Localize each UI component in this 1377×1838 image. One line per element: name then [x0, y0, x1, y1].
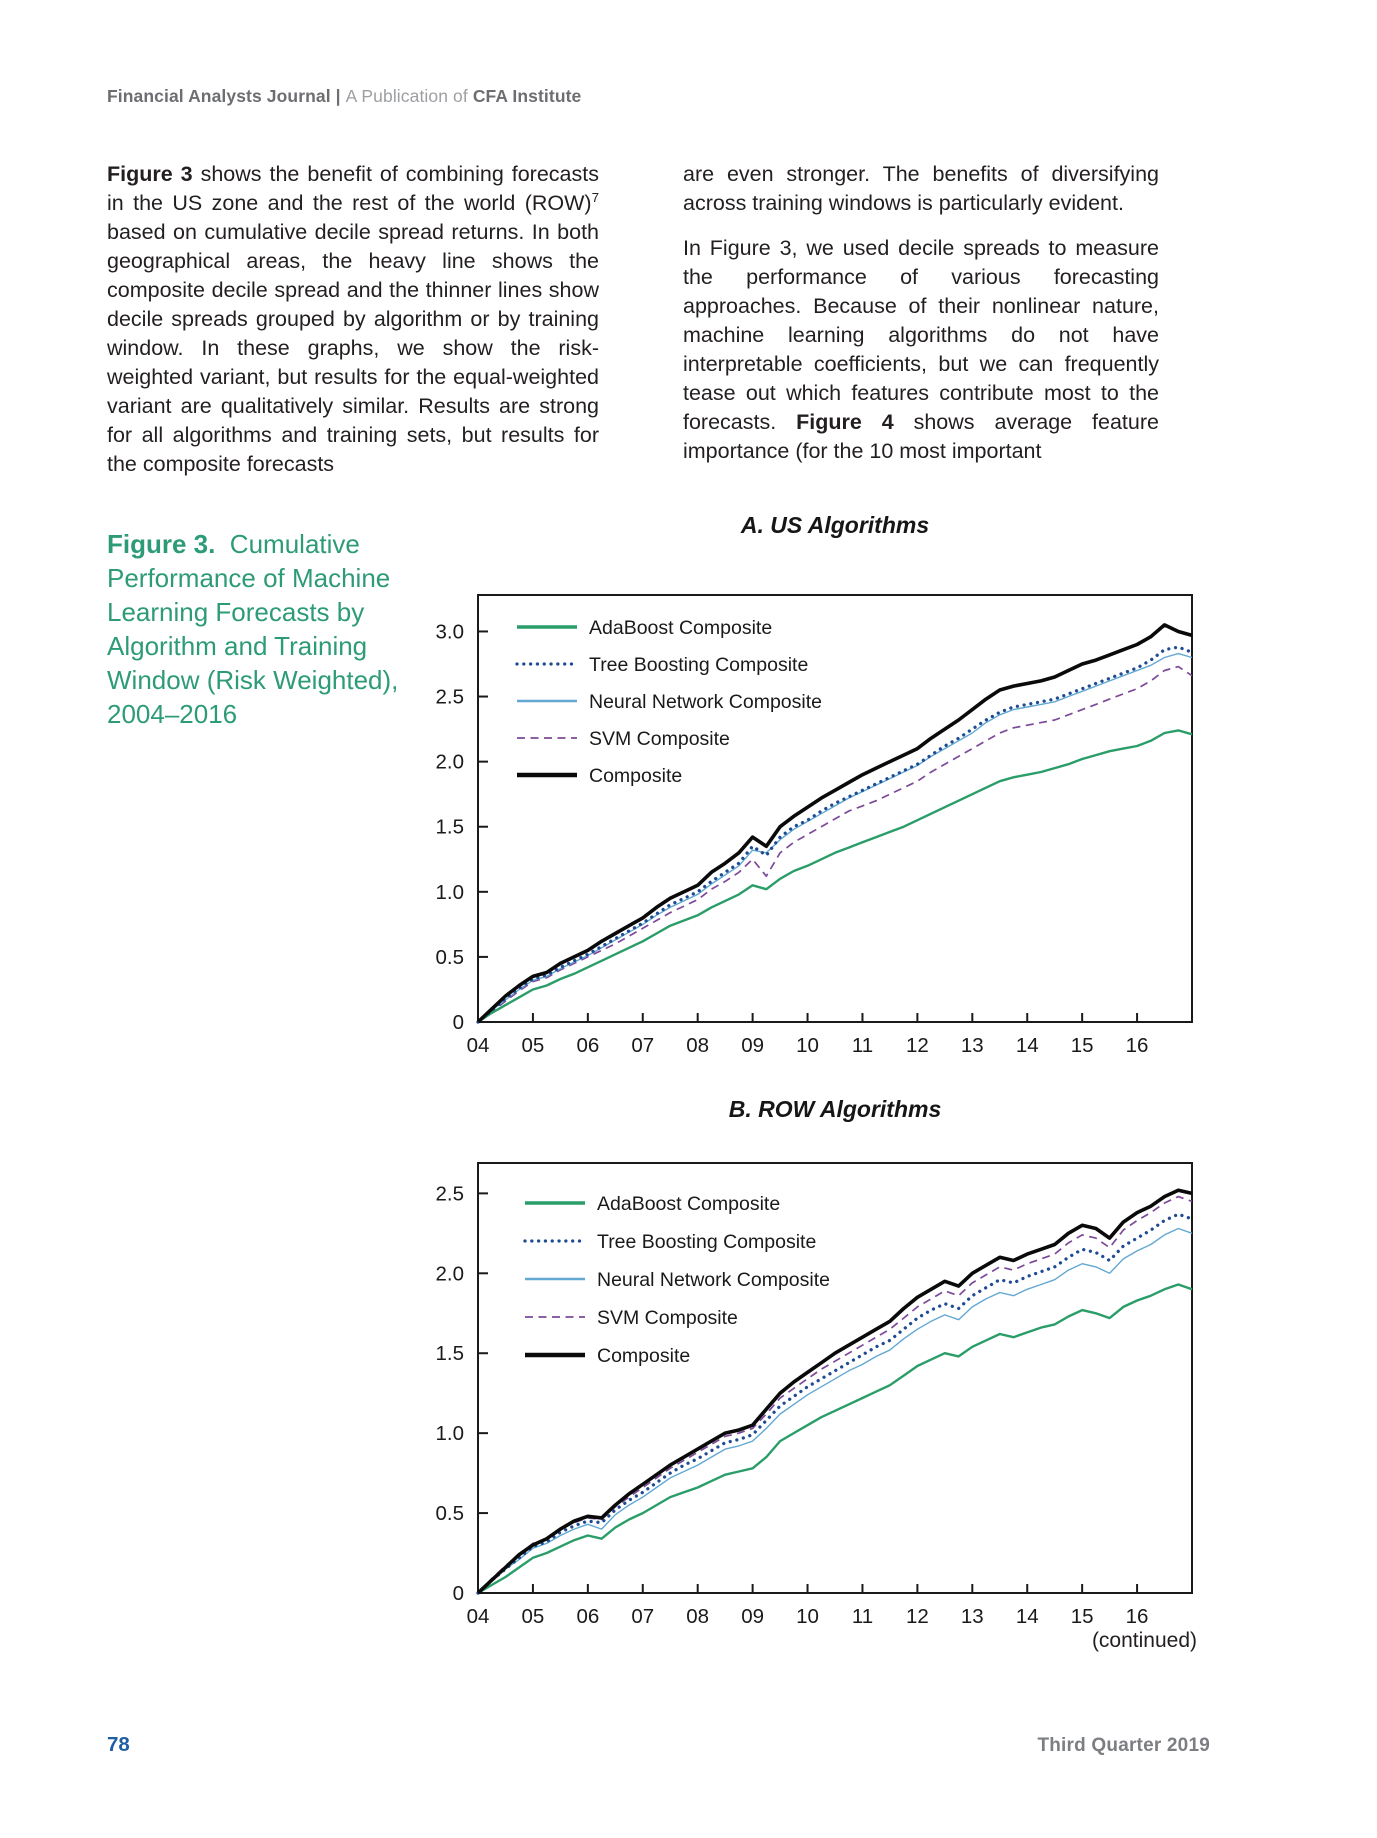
svg-text:AdaBoost Composite: AdaBoost Composite	[589, 617, 773, 639]
svg-text:12: 12	[905, 1034, 929, 1057]
svg-text:2.5: 2.5	[435, 685, 464, 709]
svg-text:09: 09	[741, 1605, 765, 1628]
svg-text:0: 0	[452, 1011, 464, 1034]
svg-text:Composite: Composite	[597, 1345, 691, 1367]
svg-text:09: 09	[741, 1034, 765, 1057]
svg-text:06: 06	[576, 1034, 600, 1057]
svg-text:06: 06	[576, 1605, 600, 1628]
svg-text:AdaBoost Composite: AdaBoost Composite	[597, 1193, 781, 1215]
svg-text:04: 04	[466, 1034, 490, 1057]
svg-text:07: 07	[631, 1034, 655, 1057]
svg-text:1.0: 1.0	[435, 1422, 464, 1446]
paragraph: are even stronger. The benefits of diversifying across training windows is particularly evident.	[683, 162, 1159, 215]
svg-text:11: 11	[851, 1605, 874, 1628]
svg-text:15: 15	[1070, 1034, 1094, 1057]
svg-text:07: 07	[631, 1605, 655, 1628]
body-right-column	[683, 160, 1159, 482]
svg-text:Tree Boosting Composite: Tree Boosting Composite	[597, 1231, 817, 1253]
row-algorithms-chart	[392, 1146, 1212, 1666]
body-left-column	[107, 160, 599, 495]
svg-text:2.0: 2.0	[435, 750, 464, 774]
svg-text:16: 16	[1125, 1605, 1149, 1628]
svg-text:Neural Network Composite: Neural Network Composite	[589, 691, 823, 713]
svg-text:2.5: 2.5	[435, 1182, 464, 1206]
svg-text:13: 13	[960, 1034, 984, 1057]
svg-text:08: 08	[686, 1605, 710, 1628]
svg-text:15: 15	[1070, 1605, 1094, 1628]
svg-text:Neural Network Composite: Neural Network Composite	[597, 1269, 831, 1291]
svg-text:05: 05	[521, 1605, 545, 1628]
svg-text:05: 05	[521, 1034, 545, 1057]
svg-text:11: 11	[851, 1034, 874, 1057]
institute-name: CFA Institute	[472, 86, 582, 106]
svg-text:14: 14	[1015, 1034, 1039, 1057]
us-algorithms-chart	[392, 578, 1212, 1083]
svg-text:10: 10	[796, 1605, 819, 1628]
figure-caption: Figure 3. Cumulative Performance of Machine Learning Forecasts by Algorithm and Training Window (Risk Weighted), 2004–2016	[107, 529, 399, 729]
panel-a-title: A. US Algorithms	[740, 512, 930, 538]
svg-text:1.5: 1.5	[435, 1342, 464, 1366]
svg-text:08: 08	[686, 1034, 710, 1057]
publication-prefix: A Publication of	[345, 86, 473, 106]
svg-text:Composite: Composite	[589, 765, 683, 787]
svg-text:1.0: 1.0	[435, 880, 464, 904]
svg-text:0.5: 0.5	[435, 945, 464, 969]
continued-note: (continued)	[1091, 1629, 1197, 1652]
panel-b-title: B. ROW Algorithms	[728, 1096, 942, 1122]
svg-text:Tree Boosting Composite: Tree Boosting Composite	[589, 654, 809, 676]
journal-name: Financial Analysts Journal |	[107, 86, 346, 106]
issue-label: Third Quarter 2019	[1037, 1735, 1210, 1756]
svg-text:2.0: 2.0	[435, 1262, 464, 1286]
svg-text:SVM Composite: SVM Composite	[597, 1307, 738, 1329]
paragraph: In Figure 3, we used decile spreads to measure the performance of various forecasting approaches. Because of their nonlinear nature, machine learning algorithms do not have interpretable coefficients, but we can frequently tease out which features contribute most to the forecasts. Figure 4 shows average feature importance (for the 10 most important	[683, 236, 1159, 463]
svg-text:04: 04	[466, 1605, 490, 1628]
paragraph: Figure 3 shows the benefit of combining forecasts in the US zone and the rest of the world (ROW)$^7$ based on cumulative decile spread returns. In both geographical areas, the heavy line shows the composite decile spread and the thinner lines show decile spreads grouped by algorithm or by training window. In these graphs, we show the risk-weighted variant, but results for the equal-weighted variant are qualitatively similar. Results are strong for all algorithms and training sets, but results for the composite forecasts	[107, 162, 599, 476]
svg-text:0: 0	[452, 1582, 464, 1605]
svg-text:0.5: 0.5	[435, 1502, 464, 1526]
running-header	[107, 86, 581, 107]
page-number: 78	[107, 1733, 130, 1756]
svg-text:SVM Composite: SVM Composite	[589, 728, 730, 750]
svg-text:12: 12	[905, 1605, 929, 1628]
svg-text:10: 10	[796, 1034, 819, 1057]
svg-text:13: 13	[960, 1605, 984, 1628]
svg-text:14: 14	[1015, 1605, 1039, 1628]
svg-text:16: 16	[1125, 1034, 1149, 1057]
svg-text:3.0: 3.0	[435, 620, 464, 644]
svg-text:1.5: 1.5	[435, 815, 464, 839]
